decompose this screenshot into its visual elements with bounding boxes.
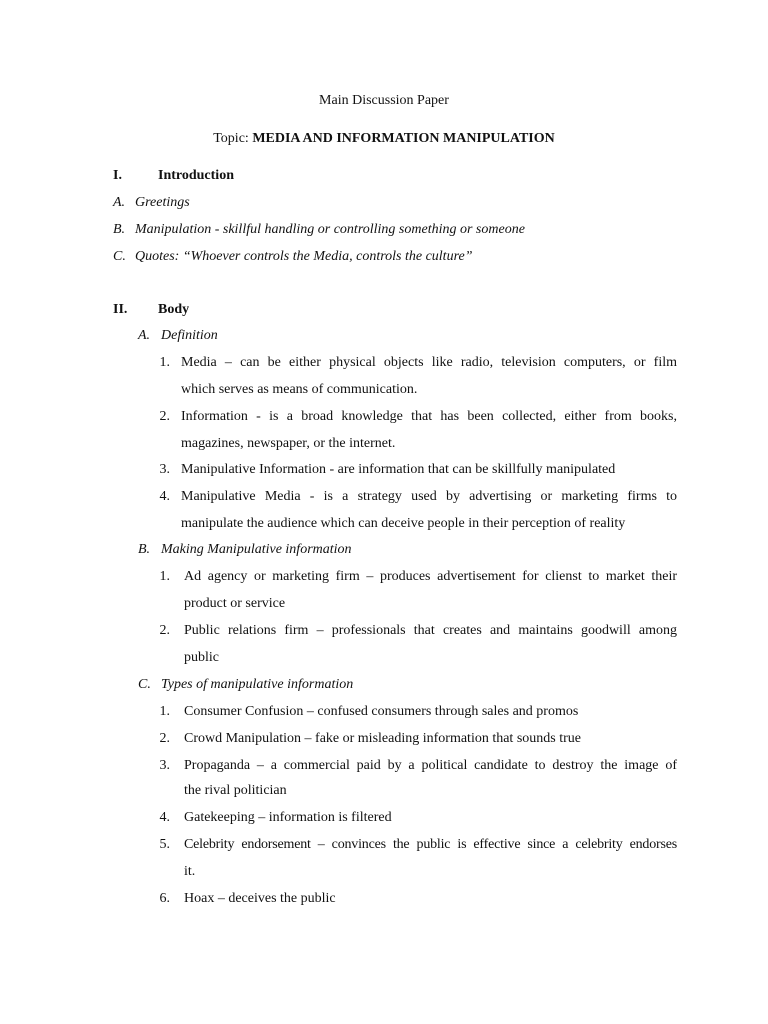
section-numeral: II. — [113, 302, 128, 317]
list-item-number: 4. — [159, 489, 170, 504]
topic-text: MEDIA AND INFORMATION MANIPULATION — [252, 131, 555, 146]
document-title: Main Discussion Paper — [319, 93, 449, 108]
list-item-line: Gatekeeping – information is filtered — [184, 810, 392, 825]
list-item-number: 1. — [159, 569, 170, 584]
subsection-letter: B. — [138, 542, 151, 557]
list-item-line: public — [184, 650, 219, 665]
list-item-number: 5. — [159, 837, 170, 852]
list-item-line: Information - is a broad knowledge that has been collected, either from books, — [181, 409, 677, 424]
list-item-line: magazines, newspaper, or the internet. — [181, 436, 396, 451]
list-item-line: manipulate the audience which can deceive people in their perception of reality — [181, 516, 626, 531]
list-item-letter: B. — [113, 222, 126, 237]
list-item-number: 4. — [159, 810, 170, 825]
list-item-number: 2. — [159, 623, 170, 638]
list-item-number: 6. — [159, 891, 170, 906]
list-item-line: Manipulative Information - are information that can be skillfully manipulated — [181, 462, 616, 477]
subsection-title-making: Making Manipulative information — [161, 542, 352, 557]
list-item-number: 2. — [159, 731, 170, 746]
subsection-letter: A. — [138, 328, 151, 343]
list-item-letter: C. — [113, 249, 126, 264]
list-item-letter: A. — [113, 195, 126, 210]
section-heading-introduction: Introduction — [158, 168, 234, 183]
topic-prefix: Topic: — [213, 131, 253, 146]
document-topic — [0, 130, 768, 148]
list-item-number: 3. — [159, 758, 170, 773]
subsection-letter: C. — [138, 677, 151, 692]
list-item-line: which serves as means of communication. — [181, 382, 418, 397]
list-item-line: Public relations firm – professionals that creates and maintains goodwill among — [184, 623, 677, 638]
list-item-number: 3. — [159, 462, 170, 477]
list-item-line: Celebrity endorsement – convinces the public is effective since a celebrity endorses — [184, 837, 677, 852]
list-item-line: Consumer Confusion – confused consumers through sales and promos — [184, 704, 579, 719]
list-item-line: Propaganda – a commercial paid by a political candidate to destroy the image of — [184, 758, 677, 773]
list-item-number: 2. — [159, 409, 170, 424]
list-item-line: Crowd Manipulation – fake or misleading information that sounds true — [184, 731, 581, 746]
list-item-line: Ad agency or marketing firm – produces advertisement for clienst to market their — [184, 569, 677, 584]
list-item-text: Quotes: “Whoever controls the Media, controls the culture” — [135, 249, 473, 264]
list-item-line: Hoax – deceives the public — [184, 891, 336, 906]
list-item-number: 1. — [159, 355, 170, 370]
list-item-line: product or service — [184, 596, 286, 611]
list-item-line: the rival politician — [184, 783, 287, 798]
subsection-title-definition: Definition — [161, 328, 218, 343]
list-item-line: Media – can be either physical objects like radio, television computers, or film — [181, 355, 677, 370]
list-item-text: Greetings — [135, 195, 190, 210]
section-heading-body: Body — [158, 302, 190, 317]
list-item-line: it. — [184, 864, 196, 879]
list-item-number: 1. — [159, 704, 170, 719]
list-item-line: Manipulative Media - is a strategy used by advertising or marketing firms to — [181, 489, 677, 504]
subsection-title-types: Types of manipulative information — [161, 677, 354, 692]
list-item-text: Manipulation - skillful handling or controlling something or someone — [135, 222, 525, 237]
section-numeral: I. — [113, 168, 122, 183]
